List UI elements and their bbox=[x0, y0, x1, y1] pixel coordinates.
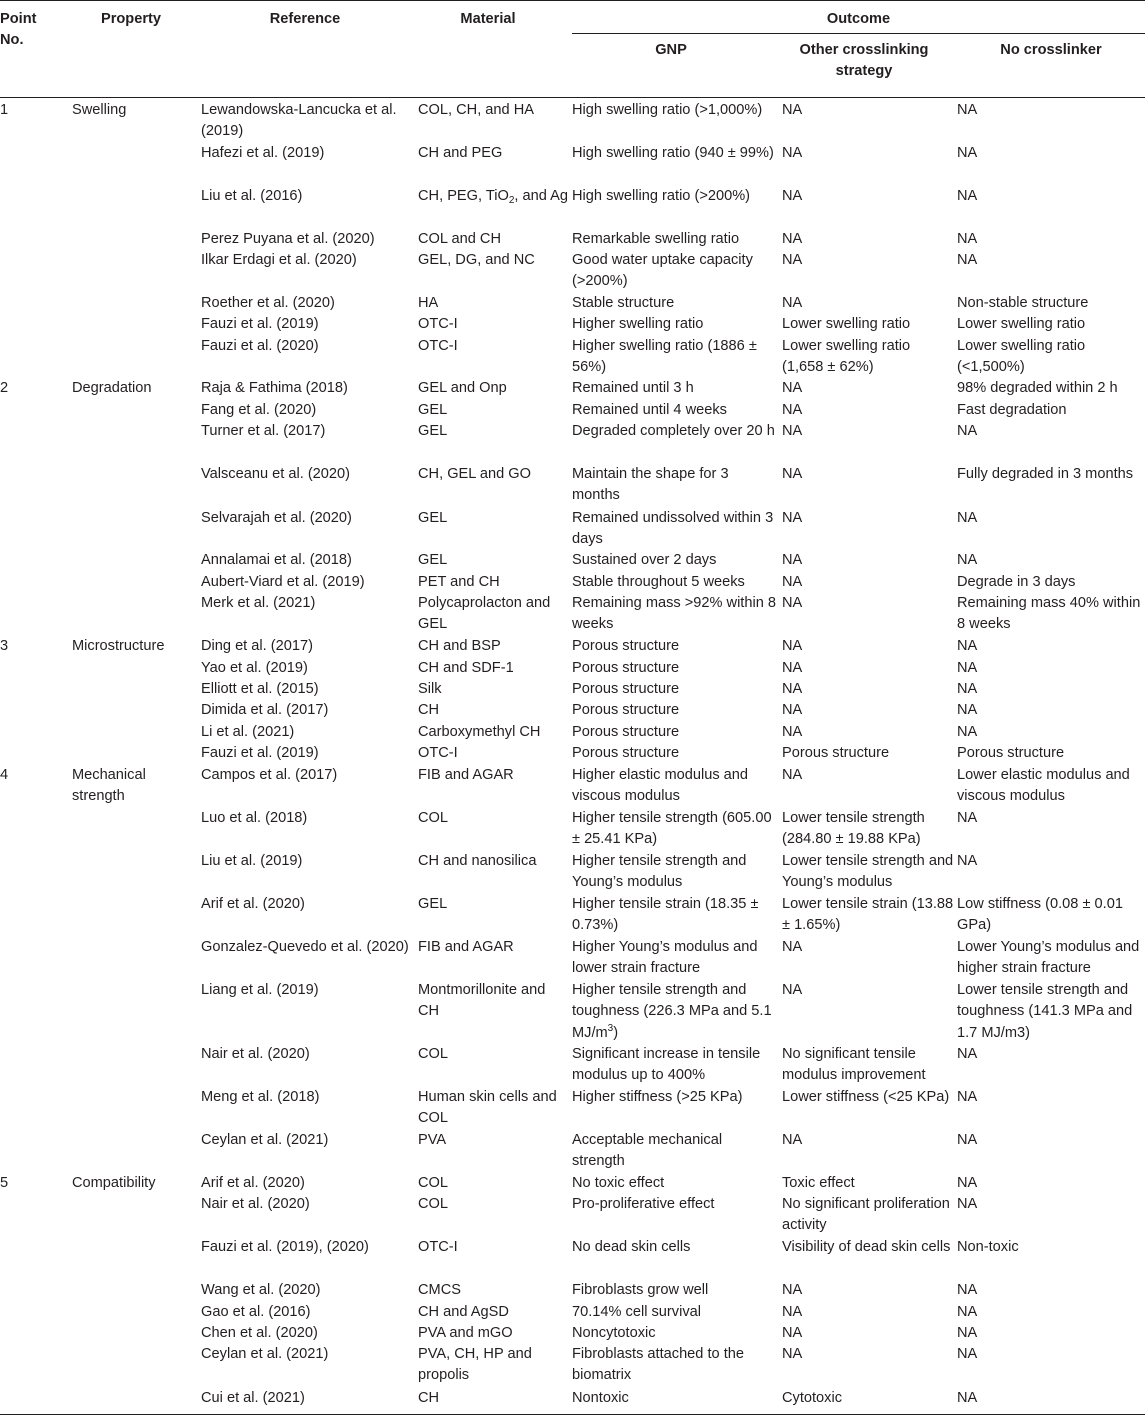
cell-no-crosslinker: NA bbox=[957, 638, 978, 654]
cell-no-crosslinker: NA bbox=[957, 681, 978, 697]
header-other-crosslinking: Other crosslinking strategy bbox=[799, 42, 929, 80]
cell-no-crosslinker: NA bbox=[957, 1132, 978, 1148]
table-bottom-rule bbox=[0, 1414, 1145, 1415]
cell-no-crosslinker: NA bbox=[957, 423, 978, 439]
cell-reference: Ceylan et al. (2021) bbox=[201, 1132, 329, 1148]
cell-other-crosslinking: NA bbox=[782, 702, 803, 718]
cell-material: GEL and Onp bbox=[418, 380, 507, 396]
cell-no-crosslinker: NA bbox=[957, 145, 978, 161]
cell-no-crosslinker: NA bbox=[957, 702, 978, 718]
cell-material: PVA bbox=[418, 1132, 447, 1148]
cell-reference: Dimida et al. (2017) bbox=[201, 702, 329, 718]
cell-point: 2 bbox=[0, 380, 9, 396]
cell-material: OTC-I bbox=[418, 745, 458, 761]
cell-other-crosslinking: NA bbox=[782, 380, 803, 396]
cell-material: COL, CH, and HA bbox=[418, 102, 534, 118]
cell-no-crosslinker: Low stiffness (0.08 ± 0.01 GPa) bbox=[957, 896, 1123, 934]
cell-other-crosslinking: NA bbox=[782, 1304, 803, 1320]
cell-material: FIB and AGAR bbox=[418, 767, 514, 783]
cell-other-crosslinking: Toxic effect bbox=[782, 1175, 855, 1191]
cell-gnp: Stable throughout 5 weeks bbox=[572, 574, 745, 590]
cell-material: COL bbox=[418, 1196, 449, 1212]
cell-property: Swelling bbox=[72, 102, 127, 118]
cell-other-crosslinking: NA bbox=[782, 423, 803, 439]
cell-material: CH bbox=[418, 1390, 440, 1406]
cell-other-crosslinking: NA bbox=[782, 231, 803, 247]
cell-reference: Fauzi et al. (2019) bbox=[201, 316, 319, 332]
cell-gnp: High swelling ratio (940 ± 99%) bbox=[572, 145, 774, 161]
cell-other-crosslinking: Lower tensile strength and Young’s modulus bbox=[782, 853, 954, 891]
cell-gnp: Sustained over 2 days bbox=[572, 552, 717, 568]
cell-property: Microstructure bbox=[72, 638, 165, 654]
header-point-no: Point No. bbox=[0, 11, 37, 49]
cell-no-crosslinker: 98% degraded within 2 h bbox=[957, 380, 1118, 396]
table-header-rule bbox=[0, 97, 1145, 98]
cell-other-crosslinking: NA bbox=[782, 252, 803, 268]
header-gnp: GNP bbox=[655, 42, 687, 58]
cell-material: Human skin cells and COL bbox=[418, 1089, 557, 1127]
cell-other-crosslinking: NA bbox=[782, 660, 803, 676]
cell-no-crosslinker: Remaining mass 40% within 8 weeks bbox=[957, 595, 1141, 633]
cell-material: Polycaprolacton and GEL bbox=[418, 595, 551, 633]
cell-gnp: Noncytotoxic bbox=[572, 1325, 656, 1341]
cell-other-crosslinking: Lower tensile strain (13.88 ± 1.65%) bbox=[782, 896, 954, 934]
header-no-crosslinker: No crosslinker bbox=[1000, 42, 1102, 58]
cell-no-crosslinker: Lower elastic modulus and viscous modulus bbox=[957, 767, 1130, 805]
cell-no-crosslinker: NA bbox=[957, 660, 978, 676]
cell-gnp: Higher elastic modulus and viscous modulus bbox=[572, 767, 749, 805]
cell-gnp: Porous structure bbox=[572, 724, 680, 740]
cell-reference: Arif et al. (2020) bbox=[201, 896, 305, 912]
cell-gnp: Nontoxic bbox=[572, 1390, 629, 1406]
cell-gnp: Higher tensile strength and Young’s modulus bbox=[572, 853, 747, 891]
cell-gnp: Higher stiffness (>25 KPa) bbox=[572, 1089, 743, 1105]
cell-gnp: Remaining mass >92% within 8 weeks bbox=[572, 595, 777, 633]
cell-no-crosslinker: NA bbox=[957, 1390, 978, 1406]
cell-gnp: No toxic effect bbox=[572, 1175, 665, 1191]
cell-gnp: Fibroblasts attached to the biomatrix bbox=[572, 1346, 744, 1384]
cell-point: 1 bbox=[0, 102, 9, 118]
cell-material: CH, GEL and GO bbox=[418, 466, 532, 482]
header-property: Property bbox=[100, 11, 161, 27]
cell-reference: Campos et al. (2017) bbox=[201, 767, 338, 783]
cell-no-crosslinker: Non-toxic bbox=[957, 1239, 1019, 1255]
cell-reference: Merk et al. (2021) bbox=[201, 595, 316, 611]
cell-other-crosslinking: NA bbox=[782, 1282, 803, 1298]
cell-other-crosslinking: NA bbox=[782, 145, 803, 161]
cell-material: GEL bbox=[418, 423, 448, 439]
cell-other-crosslinking: No significant tensile modulus improvement bbox=[782, 1046, 926, 1084]
cell-gnp: Higher Young’s modulus and lower strain fracture bbox=[572, 939, 758, 977]
header-outcome: Outcome bbox=[826, 11, 891, 27]
cell-other-crosslinking: Porous structure bbox=[782, 745, 890, 761]
cell-no-crosslinker: Lower tensile strength and toughness (141.3 MPa and 1.7 MJ/m3) bbox=[957, 982, 1133, 1041]
cell-reference: Fauzi et al. (2019), (2020) bbox=[201, 1239, 369, 1255]
cell-reference: Fang et al. (2020) bbox=[201, 402, 317, 418]
cell-material: CH and BSP bbox=[418, 638, 501, 654]
cell-material: CMCS bbox=[418, 1282, 461, 1298]
cell-point: 3 bbox=[0, 638, 9, 654]
cell-other-crosslinking: NA bbox=[782, 552, 803, 568]
cell-gnp: Higher tensile strength and toughness (226.3 MPa and 5.1 $MJ/m^3$) bbox=[572, 982, 772, 1041]
cell-gnp: Higher tensile strength (605.00 ± 25.41 KPa) bbox=[572, 810, 772, 848]
cell-reference: Cui et al. (2021) bbox=[201, 1390, 305, 1406]
cell-material: CH and SDF-1 bbox=[418, 660, 514, 676]
cell-gnp: Porous structure bbox=[572, 660, 680, 676]
cell-property: Mechanical strength bbox=[72, 767, 146, 805]
cell-no-crosslinker: NA bbox=[957, 231, 978, 247]
header-reference: Reference bbox=[269, 11, 341, 27]
cell-gnp: Porous structure bbox=[572, 681, 680, 697]
cell-reference: Ilkar Erdagi et al. (2020) bbox=[201, 252, 357, 268]
header-material: Material bbox=[460, 11, 516, 27]
cell-other-crosslinking: Visibility of dead skin cells bbox=[782, 1239, 951, 1255]
cell-gnp: Porous structure bbox=[572, 638, 680, 654]
cell-reference: Arif et al. (2020) bbox=[201, 1175, 305, 1191]
cell-material: Silk bbox=[418, 681, 442, 697]
cell-point: 4 bbox=[0, 767, 9, 783]
cell-gnp: Degraded completely over 20 h bbox=[572, 423, 775, 439]
cell-no-crosslinker: Lower swelling ratio bbox=[957, 316, 1086, 332]
cell-other-crosslinking: Lower tensile strength (284.80 ± 19.88 KPa) bbox=[782, 810, 925, 848]
cell-reference: Ding et al. (2017) bbox=[201, 638, 313, 654]
cell-reference: Selvarajah et al. (2020) bbox=[201, 510, 352, 526]
cell-gnp: High swelling ratio (>1,000%) bbox=[572, 102, 763, 118]
cell-material: PVA and mGO bbox=[418, 1325, 513, 1341]
cell-gnp: Fibroblasts grow well bbox=[572, 1282, 709, 1298]
cell-material: HA bbox=[418, 295, 439, 311]
cell-other-crosslinking: Cytotoxic bbox=[782, 1390, 843, 1406]
cell-gnp: High swelling ratio (>200%) bbox=[572, 188, 751, 204]
cell-no-crosslinker: NA bbox=[957, 724, 978, 740]
cell-gnp: Remained until 3 h bbox=[572, 380, 694, 396]
cell-other-crosslinking: Lower stiffness (˂25 KPa) bbox=[782, 1089, 950, 1105]
cell-material: OTC-I bbox=[418, 1239, 458, 1255]
cell-no-crosslinker: NA bbox=[957, 1304, 978, 1320]
cell-material: COL bbox=[418, 810, 449, 826]
cell-other-crosslinking: Lower swelling ratio bbox=[782, 316, 911, 332]
cell-reference: Luo et al. (2018) bbox=[201, 810, 308, 826]
cell-gnp: Good water uptake capacity (>200%) bbox=[572, 252, 753, 290]
cell-no-crosslinker: NA bbox=[957, 1325, 978, 1341]
cell-property: Compatibility bbox=[72, 1175, 156, 1191]
cell-other-crosslinking: NA bbox=[782, 295, 803, 311]
cell-no-crosslinker: Fast degradation bbox=[957, 402, 1067, 418]
cell-reference: Gonzalez-Quevedo et al. (2020) bbox=[201, 939, 409, 955]
cell-material: OTC-I bbox=[418, 316, 458, 332]
cell-reference: Fauzi et al. (2020) bbox=[201, 338, 319, 354]
cell-no-crosslinker: NA bbox=[957, 1282, 978, 1298]
cell-reference: Meng et al. (2018) bbox=[201, 1089, 320, 1105]
cell-reference: Yao et al. (2019) bbox=[201, 660, 308, 676]
cell-gnp: Significant increase in tensile modulus up to 400% bbox=[572, 1046, 761, 1084]
cell-reference: Nair et al. (2020) bbox=[201, 1196, 310, 1212]
cell-no-crosslinker: NA bbox=[957, 1346, 978, 1362]
cell-other-crosslinking: NA bbox=[782, 102, 803, 118]
cell-reference: Perez Puyana et al. (2020) bbox=[201, 231, 375, 247]
cell-gnp: No dead skin cells bbox=[572, 1239, 691, 1255]
cell-reference: Li et al. (2021) bbox=[201, 724, 295, 740]
cell-reference: Liu et al. (2016) bbox=[201, 188, 303, 204]
cell-reference: Aubert-Viard et al. (2019) bbox=[201, 574, 365, 590]
cell-reference: Valsceanu et al. (2020) bbox=[201, 466, 351, 482]
cell-gnp: Porous structure bbox=[572, 745, 680, 761]
cell-other-crosslinking: Lower swelling ratio (1,658 ± 62%) bbox=[782, 338, 911, 376]
cell-reference: Elliott et al. (2015) bbox=[201, 681, 319, 697]
cell-material: GEL bbox=[418, 896, 448, 912]
cell-reference: Chen et al. (2020) bbox=[201, 1325, 318, 1341]
cell-reference: Raja & Fathima (2018) bbox=[201, 380, 348, 396]
cell-other-crosslinking: NA bbox=[782, 466, 803, 482]
cell-reference: Ceylan et al. (2021) bbox=[201, 1346, 329, 1362]
cell-gnp: Remarkable swelling ratio bbox=[572, 231, 740, 247]
cell-no-crosslinker: Degrade in 3 days bbox=[957, 574, 1076, 590]
cell-material: PET and CH bbox=[418, 574, 500, 590]
cell-reference: Hafezi et al. (2019) bbox=[201, 145, 325, 161]
cell-other-crosslinking: NA bbox=[782, 724, 803, 740]
cell-material: GEL bbox=[418, 552, 448, 568]
cell-no-crosslinker: NA bbox=[957, 1046, 978, 1062]
cell-gnp: Remained until 4 weeks bbox=[572, 402, 727, 418]
cell-no-crosslinker: Porous structure bbox=[957, 745, 1065, 761]
cell-other-crosslinking: NA bbox=[782, 574, 803, 590]
cell-material: PVA, CH, HP and propolis bbox=[418, 1346, 532, 1384]
cell-gnp: Remained undissolved within 3 days bbox=[572, 510, 774, 548]
cell-material: GEL bbox=[418, 402, 448, 418]
cell-material: COL and CH bbox=[418, 231, 502, 247]
cell-no-crosslinker: NA bbox=[957, 853, 978, 869]
cell-other-crosslinking: NA bbox=[782, 638, 803, 654]
cell-other-crosslinking: NA bbox=[782, 939, 803, 955]
cell-gnp: Stable structure bbox=[572, 295, 675, 311]
cell-material: Montmorillonite and CH bbox=[418, 982, 546, 1020]
cell-material: CH and AgSD bbox=[418, 1304, 509, 1320]
cell-reference: Wang et al. (2020) bbox=[201, 1282, 321, 1298]
cell-material: CH and PEG bbox=[418, 145, 503, 161]
cell-material: OTC-I bbox=[418, 338, 458, 354]
cell-reference: Liu et al. (2019) bbox=[201, 853, 303, 869]
cell-no-crosslinker: Non-stable structure bbox=[957, 295, 1089, 311]
cell-material: GEL, DG, and NC bbox=[418, 252, 535, 268]
cell-material: COL bbox=[418, 1046, 449, 1062]
cell-no-crosslinker: Lower swelling ratio (˂1,500%) bbox=[957, 338, 1086, 376]
cell-other-crosslinking: NA bbox=[782, 510, 803, 526]
cell-material: GEL bbox=[418, 510, 448, 526]
cell-reference: Gao et al. (2016) bbox=[201, 1304, 311, 1320]
cell-no-crosslinker: NA bbox=[957, 188, 978, 204]
cell-reference: Nair et al. (2020) bbox=[201, 1046, 310, 1062]
cell-no-crosslinker: NA bbox=[957, 1089, 978, 1105]
cell-reference: Annalamai et al. (2018) bbox=[201, 552, 352, 568]
cell-no-crosslinker: NA bbox=[957, 102, 978, 118]
cell-no-crosslinker: Lower Young’s modulus and higher strain fracture bbox=[957, 939, 1140, 977]
cell-no-crosslinker: Fully degraded in 3 months bbox=[957, 466, 1134, 482]
cell-property: Degradation bbox=[72, 380, 152, 396]
cell-material: Carboxymethyl CH bbox=[418, 724, 541, 740]
cell-gnp: Higher swelling ratio (1886 ± 56%) bbox=[572, 338, 757, 376]
cell-gnp: Pro-proliferative effect bbox=[572, 1196, 715, 1212]
cell-material: CH, PEG, TiO$_2$, and Ag bbox=[418, 188, 568, 206]
outcome-subheader-rule bbox=[572, 33, 1145, 34]
cell-reference: Fauzi et al. (2019) bbox=[201, 745, 319, 761]
cell-other-crosslinking: NA bbox=[782, 982, 803, 998]
cell-material: FIB and AGAR bbox=[418, 939, 514, 955]
cell-reference: Turner et al. (2017) bbox=[201, 423, 326, 439]
cell-gnp: Porous structure bbox=[572, 702, 680, 718]
cell-no-crosslinker: NA bbox=[957, 552, 978, 568]
cell-gnp: Maintain the shape for 3 months bbox=[572, 466, 729, 504]
table-top-rule bbox=[0, 0, 1145, 1]
cell-gnp: 70.14% cell survival bbox=[572, 1304, 701, 1320]
cell-no-crosslinker: NA bbox=[957, 1175, 978, 1191]
cell-gnp: Higher tensile strain (18.35 ± 0.73%) bbox=[572, 896, 759, 934]
cell-reference: Lewandowska-Lancucka et al. (2019) bbox=[201, 102, 397, 140]
cell-reference: Roether et al. (2020) bbox=[201, 295, 335, 311]
cell-gnp: Higher swelling ratio bbox=[572, 316, 704, 332]
cell-other-crosslinking: No significant proliferation activity bbox=[782, 1196, 950, 1234]
cell-other-crosslinking: NA bbox=[782, 188, 803, 204]
cell-other-crosslinking: NA bbox=[782, 767, 803, 783]
cell-reference: Liang et al. (2019) bbox=[201, 982, 319, 998]
cell-material: COL bbox=[418, 1175, 449, 1191]
cell-point: 5 bbox=[0, 1175, 9, 1191]
cell-other-crosslinking: NA bbox=[782, 1325, 803, 1341]
cell-other-crosslinking: NA bbox=[782, 595, 803, 611]
cell-no-crosslinker: NA bbox=[957, 510, 978, 526]
cell-gnp: Acceptable mechanical strength bbox=[572, 1132, 723, 1170]
cell-material: CH and nanosilica bbox=[418, 853, 537, 869]
cell-no-crosslinker: NA bbox=[957, 810, 978, 826]
cell-other-crosslinking: NA bbox=[782, 1132, 803, 1148]
cell-other-crosslinking: NA bbox=[782, 1346, 803, 1362]
cell-other-crosslinking: NA bbox=[782, 681, 803, 697]
cell-no-crosslinker: NA bbox=[957, 1196, 978, 1212]
cell-material: CH bbox=[418, 702, 440, 718]
cell-other-crosslinking: NA bbox=[782, 402, 803, 418]
cell-no-crosslinker: NA bbox=[957, 252, 978, 268]
